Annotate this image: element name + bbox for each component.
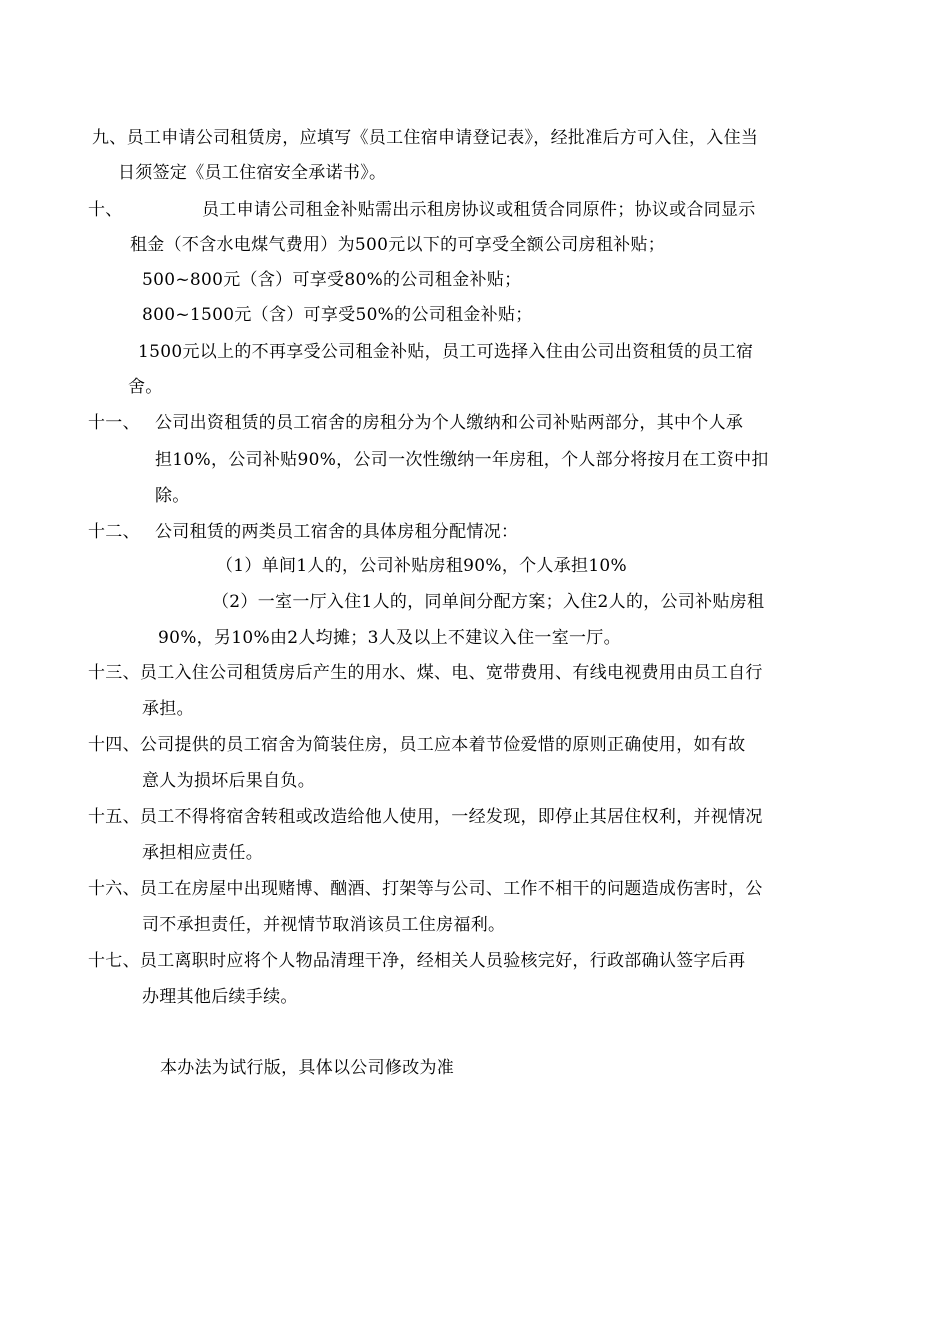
- item-10-text-6: 舍。: [128, 377, 163, 397]
- item-10-number: 十、: [88, 200, 123, 220]
- item-17-number: 十七、: [88, 951, 140, 971]
- item-14-number: 十四、: [88, 735, 140, 755]
- item-10-text-2: 租金（不含水电煤气费用）为500元以下的可享受全额公司房租补贴；: [130, 235, 666, 255]
- item-11-line-2: [155, 448, 769, 472]
- item-9-number: 九、: [92, 128, 127, 148]
- item-13-line-2: [142, 697, 194, 721]
- item-10-line-3: [142, 268, 521, 292]
- item-10-line-1-text: [202, 198, 756, 222]
- item-12-line-3: [212, 590, 764, 614]
- item-12-line-4: [158, 626, 621, 650]
- item-11-line-1: [88, 411, 140, 435]
- item-10-line-5: [138, 340, 753, 364]
- item-17-line-1: [88, 949, 745, 973]
- item-10-line-2: [130, 233, 665, 257]
- item-12-line-1: [88, 520, 140, 544]
- item-16-text-2: 司不承担责任，并视情节取消该员工住房福利。: [142, 915, 506, 935]
- item-13-text-1: 员工入住公司租赁房后产生的用水、煤、电、宽带费用、有线电视费用由员工自行: [139, 663, 763, 683]
- item-9-line-2: [118, 161, 386, 185]
- item-13-line-1: [88, 661, 763, 685]
- item-16-line-2: [142, 913, 505, 937]
- item-12-text-3: （2）一室一厅入住1人的，同单间分配方案；入住2人的，公司补贴房租: [212, 592, 765, 612]
- item-15-text-2: 承担相应责任。: [142, 843, 264, 863]
- item-10-line-1: [88, 198, 123, 222]
- item-14-line-1: [88, 733, 745, 757]
- item-16-line-1: [88, 877, 763, 901]
- item-15-line-2: [142, 841, 263, 865]
- item-15-line-1: [88, 805, 763, 829]
- item-15-text-1: 员工不得将宿舍转租或改造给他人使用，一经发现，即停止其居住权利，并视情况: [139, 807, 763, 827]
- item-10-text-5: 1500元以上的不再享受公司租金补贴，员工可选择入住由公司出资租赁的员工宿: [138, 342, 754, 362]
- closing-note: [160, 1056, 454, 1080]
- item-11-line-3: [155, 484, 190, 508]
- item-10-text-3: 500~800元（含）可享受80%的公司租金补贴；: [142, 270, 522, 290]
- item-17-text-2: 办理其他后续手续。: [142, 987, 298, 1007]
- item-11-number: 十一、: [88, 413, 140, 433]
- item-17-line-2: [142, 985, 298, 1009]
- item-10-line-6: [128, 375, 163, 399]
- item-12-text-4: 90%，另10%由2人均摊；3人及以上不建议入住一室一厅。: [158, 628, 621, 648]
- item-10-text-4: 800~1500元（含）可享受50%的公司租金补贴；: [142, 305, 533, 325]
- item-14-text-1: 公司提供的员工宿舍为简装住房，员工应本着节俭爱惜的原则正确使用，如有故: [139, 735, 746, 755]
- item-14-text-2: 意人为损坏后果自负。: [142, 771, 315, 791]
- item-11-text-3: 除。: [155, 486, 190, 506]
- item-12-text-1: 公司租赁的两类员工宿舍的具体房租分配情况：: [155, 522, 519, 542]
- item-16-text-1: 员工在房屋中出现赌博、酗酒、打架等与公司、工作不相干的问题造成伤害时，公: [139, 879, 763, 899]
- item-12-line-1-text: [155, 520, 518, 544]
- item-12-line-2: [216, 554, 627, 578]
- item-9-text-2: 日须签定《员工住宿安全承诺书》。: [118, 163, 387, 183]
- item-17-text-1: 员工离职时应将个人物品清理干净，经相关人员验核完好，行政部确认签字后再: [139, 951, 746, 971]
- item-11-text-2: 担10%，公司补贴90%，公司一次性缴纳一年房租，个人部分将按月在工资中扣: [155, 450, 769, 470]
- item-10-line-4: [142, 303, 533, 327]
- item-13-number: 十三、: [88, 663, 140, 683]
- item-13-text-2: 承担。: [142, 699, 194, 719]
- item-15-number: 十五、: [88, 807, 140, 827]
- item-9-text-1: 员工申请公司租赁房，应填写《员工住宿申请登记表》，经批准后方可入住，入住当: [126, 128, 759, 148]
- item-16-number: 十六、: [88, 879, 140, 899]
- item-10-text-1: 员工申请公司租金补贴需出示租房协议或租赁合同原件；协议或合同显示: [202, 200, 756, 220]
- item-12-number: 十二、: [88, 522, 140, 542]
- item-11-text-1: 公司出资租赁的员工宿舍的房租分为个人缴纳和公司补贴两部分，其中个人承: [155, 413, 744, 433]
- item-11-line-1-text: [155, 411, 743, 435]
- item-9-line-1: [92, 126, 758, 150]
- item-14-line-2: [142, 769, 315, 793]
- item-12-text-2: （1）单间1人的，公司补贴房租90%，个人承担10%: [216, 556, 628, 576]
- closing-note-text: 本办法为试行版，具体以公司修改为准: [160, 1058, 455, 1078]
